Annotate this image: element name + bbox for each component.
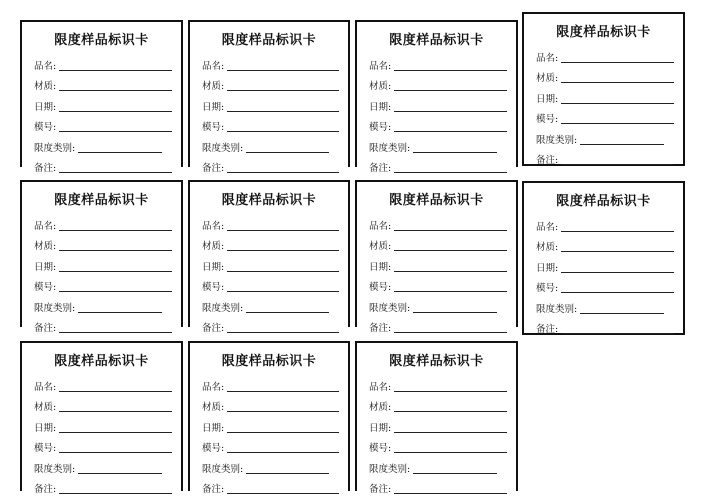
field-label: 模号: <box>369 122 392 133</box>
field-remark <box>22 315 181 336</box>
field-name <box>190 52 348 73</box>
card-title: 限度样品标识卡 <box>389 193 484 208</box>
fill-in-line[interactable] <box>227 484 339 494</box>
field-limit-category <box>190 294 348 315</box>
field-date <box>190 253 348 274</box>
card-title: 限度样品标识卡 <box>54 193 149 208</box>
field-label: 模号: <box>34 443 57 454</box>
fill-in-line[interactable] <box>561 242 674 252</box>
fill-in-line[interactable] <box>227 262 339 272</box>
fill-in-line[interactable] <box>59 402 172 412</box>
sample-label-card <box>20 341 183 495</box>
fill-in-line[interactable] <box>561 263 674 273</box>
field-label: 日期: <box>34 261 57 273</box>
field-label: 品名: <box>34 60 57 72</box>
fill-in-line[interactable] <box>227 221 339 231</box>
field-date <box>357 93 516 114</box>
field-label: 材质: <box>34 402 57 413</box>
fill-in-line[interactable] <box>59 81 172 91</box>
field-name <box>22 52 181 73</box>
sample-label-card <box>20 20 183 174</box>
fill-in-line[interactable] <box>59 443 172 453</box>
field-date <box>22 414 181 435</box>
field-mold-no <box>22 274 181 295</box>
field-material <box>524 65 683 86</box>
field-mold-no <box>190 114 348 135</box>
field-label: 材质: <box>202 402 225 413</box>
field-limit-category <box>190 455 348 476</box>
fill-in-line[interactable] <box>227 61 339 71</box>
fill-in-line[interactable] <box>561 222 674 232</box>
field-date <box>190 414 348 435</box>
field-material <box>22 73 181 94</box>
field-label: 限度类别: <box>34 463 76 475</box>
field-label: 模号: <box>369 282 392 293</box>
field-label: 日期: <box>202 261 225 273</box>
fill-in-line[interactable] <box>59 282 172 292</box>
sample-label-card <box>355 20 518 174</box>
field-label: 品名: <box>202 60 225 72</box>
field-limit-category <box>190 134 348 155</box>
field-remark <box>190 476 348 497</box>
field-label: 材质: <box>369 81 392 92</box>
field-remark <box>524 316 683 337</box>
field-label: 模号: <box>202 443 225 454</box>
fill-in-line[interactable] <box>227 423 339 433</box>
card-title: 限度样品标识卡 <box>221 354 317 369</box>
field-mold-no <box>22 435 181 456</box>
field-mold-no <box>22 114 181 135</box>
field-remark <box>524 147 683 168</box>
field-limit-category <box>357 134 516 155</box>
field-label: 品名: <box>202 220 225 232</box>
field-material <box>22 394 181 415</box>
field-label: 材质: <box>536 73 559 84</box>
field-label: 模号: <box>34 282 57 293</box>
field-label: 模号: <box>369 443 392 454</box>
fill-in-line[interactable] <box>394 262 507 272</box>
field-label: 模号: <box>202 282 225 293</box>
field-material <box>190 394 348 415</box>
field-name <box>357 373 516 394</box>
field-label: 材质: <box>536 242 559 253</box>
field-name <box>357 52 516 73</box>
card-title: 限度样品标识卡 <box>556 25 651 40</box>
field-label: 备注: <box>202 323 225 334</box>
field-remark <box>357 476 516 497</box>
card-title: 限度样品标识卡 <box>54 354 149 369</box>
fill-in-line[interactable] <box>561 53 674 63</box>
fill-in-line[interactable] <box>561 73 674 83</box>
field-label: 备注: <box>34 484 57 495</box>
field-mold-no <box>357 435 516 456</box>
field-label: 品名: <box>536 221 559 233</box>
field-limit-category <box>22 134 181 155</box>
field-date <box>524 85 683 106</box>
field-label: 日期: <box>202 422 225 434</box>
card-title: 限度样品标识卡 <box>221 193 317 208</box>
fill-in-line[interactable] <box>394 102 507 112</box>
field-label: 限度类别: <box>202 142 244 154</box>
fill-in-line[interactable] <box>561 114 674 124</box>
field-material <box>190 233 348 254</box>
field-label: 品名: <box>369 381 392 393</box>
fill-in-line[interactable] <box>59 122 172 132</box>
field-label: 材质: <box>34 81 57 92</box>
field-material <box>190 73 348 94</box>
fill-in-line[interactable] <box>561 155 674 165</box>
fill-in-line[interactable] <box>394 81 507 91</box>
field-label: 备注: <box>536 324 559 335</box>
field-label: 限度类别: <box>34 302 76 314</box>
field-label: 备注: <box>34 323 57 334</box>
fill-in-line[interactable] <box>580 135 664 145</box>
card-title: 限度样品标识卡 <box>556 194 651 209</box>
field-label: 日期: <box>536 262 559 274</box>
field-label: 限度类别: <box>369 142 411 154</box>
fill-in-line[interactable] <box>227 282 339 292</box>
field-label: 材质: <box>34 241 57 252</box>
field-material <box>524 234 683 255</box>
sample-label-card <box>188 341 350 495</box>
field-date <box>22 253 181 274</box>
field-limit-category <box>22 294 181 315</box>
field-name <box>524 44 683 65</box>
field-label: 模号: <box>202 122 225 133</box>
card-title: 限度样品标识卡 <box>389 354 484 369</box>
fill-in-line[interactable] <box>580 304 664 314</box>
field-label: 品名: <box>34 381 57 393</box>
field-label: 备注: <box>369 484 392 495</box>
fill-in-line[interactable] <box>413 464 497 474</box>
field-remark <box>190 155 348 176</box>
field-remark <box>357 155 516 176</box>
sample-label-card <box>188 180 350 334</box>
field-label: 限度类别: <box>202 463 244 475</box>
fill-in-line[interactable] <box>246 143 329 153</box>
field-label: 限度类别: <box>536 134 578 146</box>
field-label: 品名: <box>34 220 57 232</box>
field-mold-no <box>357 274 516 295</box>
fill-in-line[interactable] <box>227 102 339 112</box>
field-limit-category <box>524 126 683 147</box>
field-label: 备注: <box>369 323 392 334</box>
sample-label-card <box>355 180 518 334</box>
field-mold-no <box>190 274 348 295</box>
fill-in-line[interactable] <box>59 61 172 71</box>
fill-in-line[interactable] <box>59 241 172 251</box>
field-label: 日期: <box>369 101 392 113</box>
fill-in-line[interactable] <box>59 323 172 333</box>
card-title: 限度样品标识卡 <box>389 33 484 48</box>
field-material <box>22 233 181 254</box>
fill-in-line[interactable] <box>227 443 339 453</box>
fill-in-line[interactable] <box>561 283 674 293</box>
field-label: 模号: <box>34 122 57 133</box>
fill-in-line[interactable] <box>227 163 339 173</box>
field-name <box>357 212 516 233</box>
fill-in-line[interactable] <box>78 143 162 153</box>
field-label: 日期: <box>34 101 57 113</box>
field-label: 材质: <box>202 81 225 92</box>
fill-in-line[interactable] <box>227 323 339 333</box>
field-label: 品名: <box>536 52 559 64</box>
field-label: 备注: <box>536 155 559 166</box>
fill-in-line[interactable] <box>394 282 507 292</box>
fill-in-line[interactable] <box>59 262 172 272</box>
field-label: 备注: <box>202 163 225 174</box>
field-name <box>524 213 683 234</box>
field-mold-no <box>357 114 516 135</box>
field-date <box>22 93 181 114</box>
field-label: 材质: <box>369 402 392 413</box>
field-date <box>357 414 516 435</box>
field-limit-category <box>357 294 516 315</box>
fill-in-line[interactable] <box>394 221 507 231</box>
field-material <box>357 233 516 254</box>
field-label: 模号: <box>536 114 559 125</box>
fill-in-line[interactable] <box>59 484 172 494</box>
fill-in-line[interactable] <box>246 303 329 313</box>
sample-label-card <box>20 180 183 334</box>
fill-in-line[interactable] <box>59 102 172 112</box>
field-label: 限度类别: <box>34 142 76 154</box>
field-label: 日期: <box>34 422 57 434</box>
field-name <box>22 212 181 233</box>
field-label: 品名: <box>369 60 392 72</box>
field-label: 日期: <box>369 261 392 273</box>
field-limit-category <box>22 455 181 476</box>
fill-in-line[interactable] <box>413 303 497 313</box>
field-remark <box>22 476 181 497</box>
field-date <box>190 93 348 114</box>
field-date <box>357 253 516 274</box>
field-label: 日期: <box>202 101 225 113</box>
fill-in-line[interactable] <box>227 241 339 251</box>
field-label: 限度类别: <box>202 302 244 314</box>
fill-in-line[interactable] <box>227 382 339 392</box>
fill-in-line[interactable] <box>246 464 329 474</box>
field-material <box>357 73 516 94</box>
field-material <box>357 394 516 415</box>
field-mold-no <box>524 275 683 296</box>
field-label: 备注: <box>202 484 225 495</box>
fill-in-line[interactable] <box>394 423 507 433</box>
fill-in-line[interactable] <box>394 122 507 132</box>
fill-in-line[interactable] <box>227 402 339 412</box>
fill-in-line[interactable] <box>59 423 172 433</box>
fill-in-line[interactable] <box>78 464 162 474</box>
card-title: 限度样品标识卡 <box>54 33 149 48</box>
fill-in-line[interactable] <box>59 221 172 231</box>
fill-in-line[interactable] <box>394 402 507 412</box>
field-label: 日期: <box>536 93 559 105</box>
fill-in-line[interactable] <box>78 303 162 313</box>
field-label: 限度类别: <box>536 303 578 315</box>
field-label: 品名: <box>202 381 225 393</box>
fill-in-line[interactable] <box>413 143 497 153</box>
field-label: 材质: <box>202 241 225 252</box>
field-label: 模号: <box>536 283 559 294</box>
field-label: 备注: <box>34 163 57 174</box>
fill-in-line[interactable] <box>561 94 674 104</box>
fill-in-line[interactable] <box>59 382 172 392</box>
fill-in-line[interactable] <box>227 122 339 132</box>
sample-label-card <box>188 20 350 174</box>
fill-in-line[interactable] <box>394 443 507 453</box>
sample-label-card <box>522 181 685 335</box>
field-date <box>524 254 683 275</box>
fill-in-line[interactable] <box>394 61 507 71</box>
fill-in-line[interactable] <box>227 81 339 91</box>
fill-in-line[interactable] <box>394 484 507 494</box>
field-limit-category <box>357 455 516 476</box>
sample-label-card <box>522 12 685 166</box>
field-limit-category <box>524 295 683 316</box>
field-label: 材质: <box>369 241 392 252</box>
card-title: 限度样品标识卡 <box>221 33 317 48</box>
field-label: 限度类别: <box>369 302 411 314</box>
field-label: 日期: <box>369 422 392 434</box>
field-name <box>190 373 348 394</box>
field-remark <box>357 315 516 336</box>
fill-in-line[interactable] <box>394 241 507 251</box>
fill-in-line[interactable] <box>394 323 507 333</box>
field-mold-no <box>524 106 683 127</box>
fill-in-line[interactable] <box>394 382 507 392</box>
field-name <box>22 373 181 394</box>
fill-in-line[interactable] <box>561 324 674 334</box>
field-name <box>190 212 348 233</box>
field-remark <box>190 315 348 336</box>
field-remark <box>22 155 181 176</box>
field-label: 限度类别: <box>369 463 411 475</box>
field-label: 品名: <box>369 220 392 232</box>
field-label: 备注: <box>369 163 392 174</box>
fill-in-line[interactable] <box>59 163 172 173</box>
field-mold-no <box>190 435 348 456</box>
fill-in-line[interactable] <box>394 163 507 173</box>
sample-label-card <box>355 341 518 495</box>
